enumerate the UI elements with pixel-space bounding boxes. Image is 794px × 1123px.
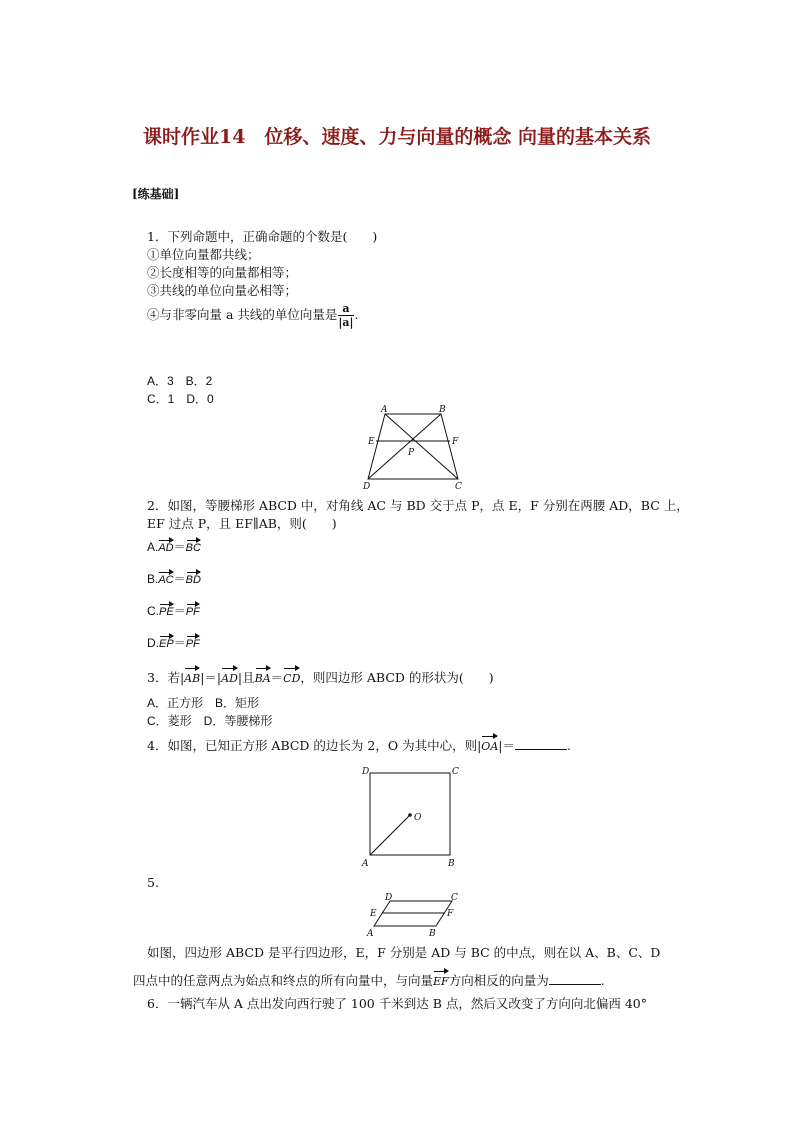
label-a: A bbox=[381, 405, 388, 415]
q4-stem bbox=[147, 734, 571, 756]
vector-oa: OA bbox=[481, 734, 498, 756]
vector-bc: BC bbox=[186, 538, 201, 554]
q1-options-row-2: C．1 D．0 bbox=[147, 392, 214, 406]
q2-option-d bbox=[147, 634, 200, 651]
q4-text: |＝ bbox=[498, 738, 515, 753]
label-c: C bbox=[452, 767, 459, 777]
q3-text: ，则四边形 ABCD 的形状为( ) bbox=[300, 670, 494, 685]
label-c: C bbox=[455, 482, 462, 492]
label-p: P bbox=[408, 448, 415, 458]
equals-sign: ＝ bbox=[173, 604, 186, 618]
vector-ac: AC bbox=[158, 570, 173, 586]
label-b: B bbox=[448, 859, 455, 869]
equals-sign: ＝ bbox=[173, 540, 186, 554]
q5-end: . bbox=[600, 973, 605, 988]
label-e: E bbox=[370, 909, 377, 919]
q1-statement-4-end: . bbox=[354, 307, 359, 322]
q5-text: 方向相反的向量为 bbox=[448, 973, 549, 988]
q2-stem-line-2: EF 过点 P，且 EF∥AB，则( ) bbox=[147, 516, 337, 531]
square-figure bbox=[358, 763, 468, 871]
q6-stem-line-1: 6．一辆汽车从 A 点出发向西行驶了 100 千米到达 B 点，然后又改变了方向向北偏西 40° bbox=[147, 996, 647, 1011]
center-point bbox=[408, 813, 412, 817]
q3-stem bbox=[147, 666, 494, 688]
trapezoid-outline bbox=[368, 414, 458, 479]
label-d: D bbox=[363, 482, 371, 492]
q5-number: 5. bbox=[147, 875, 159, 890]
q1-options-row-1: A．3 B．2 bbox=[147, 374, 213, 388]
vector-bd: BD bbox=[186, 570, 201, 586]
vector-ba: BA bbox=[255, 666, 271, 688]
diagonal-ac bbox=[385, 414, 458, 479]
label-f: F bbox=[447, 909, 454, 919]
option-letter: C. bbox=[147, 604, 159, 618]
q1-statement-4-text: ④与非零向量 a 共线的单位向量是 bbox=[147, 307, 338, 322]
label-e: E bbox=[368, 437, 375, 447]
unit-vector-fraction bbox=[338, 302, 353, 329]
vector-ep: EP bbox=[159, 634, 174, 650]
vector-pe: PE bbox=[159, 602, 174, 618]
equals-sign: ＝ bbox=[173, 636, 186, 650]
fraction-numerator: a bbox=[338, 302, 353, 316]
q5-text: 四点中的任意两点为始点和终点的所有向量中，与向量 bbox=[133, 973, 434, 988]
equals-sign: ＝ bbox=[270, 670, 284, 685]
option-letter: D. bbox=[147, 636, 159, 650]
q1-stem: 1．下列命题中，正确命题的个数是( ) bbox=[147, 229, 378, 244]
q1-statement-1: ①单位向量都共线； bbox=[147, 247, 260, 262]
q3-options-row-2: C．菱形 D．等腰梯形 bbox=[147, 714, 273, 728]
q2-option-c bbox=[147, 602, 200, 619]
vector-ef: EF bbox=[433, 969, 449, 991]
q4-end: . bbox=[566, 738, 571, 753]
segment-oa bbox=[370, 815, 410, 855]
label-a: A bbox=[362, 859, 369, 869]
vector-pf: PF bbox=[186, 602, 200, 618]
vector-ad: AD bbox=[221, 666, 238, 688]
vector-ad: AD bbox=[158, 538, 173, 554]
fraction-denominator: |a| bbox=[338, 316, 354, 329]
diagonal-bd bbox=[368, 414, 441, 479]
label-d: D bbox=[385, 893, 393, 903]
answer-blank[interactable] bbox=[549, 972, 601, 985]
q5-stem-line-2 bbox=[133, 969, 605, 991]
label-d: D bbox=[362, 767, 370, 777]
vector-pf: PF bbox=[186, 634, 200, 650]
vector-ab: AB bbox=[184, 666, 200, 688]
label-a: A bbox=[367, 929, 374, 939]
label-o: O bbox=[414, 813, 422, 823]
option-letter: A. bbox=[147, 540, 159, 554]
trapezoid-figure bbox=[360, 405, 470, 495]
page-title: 课时作业14 位移、速度、力与向量的概念 向量的基本关系 bbox=[142, 126, 652, 148]
q1-statement-3: ③共线的单位向量必相等； bbox=[147, 283, 298, 298]
q3-options-row-1: A．正方形 B．矩形 bbox=[147, 696, 260, 710]
q5-stem-line-1: 如图，四边形 ABCD 是平行四边形，E，F 分别是 AD 与 BC 的中点，则在以 A、B、C、D bbox=[147, 945, 661, 960]
q2-stem-line-1: 2．如图，等腰梯形 ABCD 中，对角线 AC 与 BD 交于点 P，点 E，F 分别在两腰 AD，BC 上， bbox=[147, 498, 689, 513]
equals-sign: ＝ bbox=[173, 572, 186, 586]
q4-text: 4．如图，已知正方形 ABCD 的边长为 2，O 为其中心，则| bbox=[147, 738, 482, 753]
label-c: C bbox=[451, 893, 458, 903]
q3-text: |且 bbox=[237, 670, 255, 685]
label-b: B bbox=[429, 929, 436, 939]
q3-text: 3．若| bbox=[147, 670, 185, 685]
option-letter: B. bbox=[147, 572, 159, 586]
answer-blank[interactable] bbox=[515, 737, 567, 750]
label-b: B bbox=[439, 405, 446, 415]
q2-option-b bbox=[147, 570, 201, 587]
vector-cd: CD bbox=[283, 666, 300, 688]
label-f: F bbox=[452, 437, 459, 447]
section-heading: [练基础] bbox=[132, 187, 180, 201]
q1-statement-4 bbox=[147, 302, 359, 329]
q3-text: |＝| bbox=[200, 670, 222, 685]
q2-option-a bbox=[147, 538, 201, 555]
parallelogram-figure bbox=[362, 893, 472, 941]
q1-statement-2: ②长度相等的向量都相等； bbox=[147, 265, 298, 280]
